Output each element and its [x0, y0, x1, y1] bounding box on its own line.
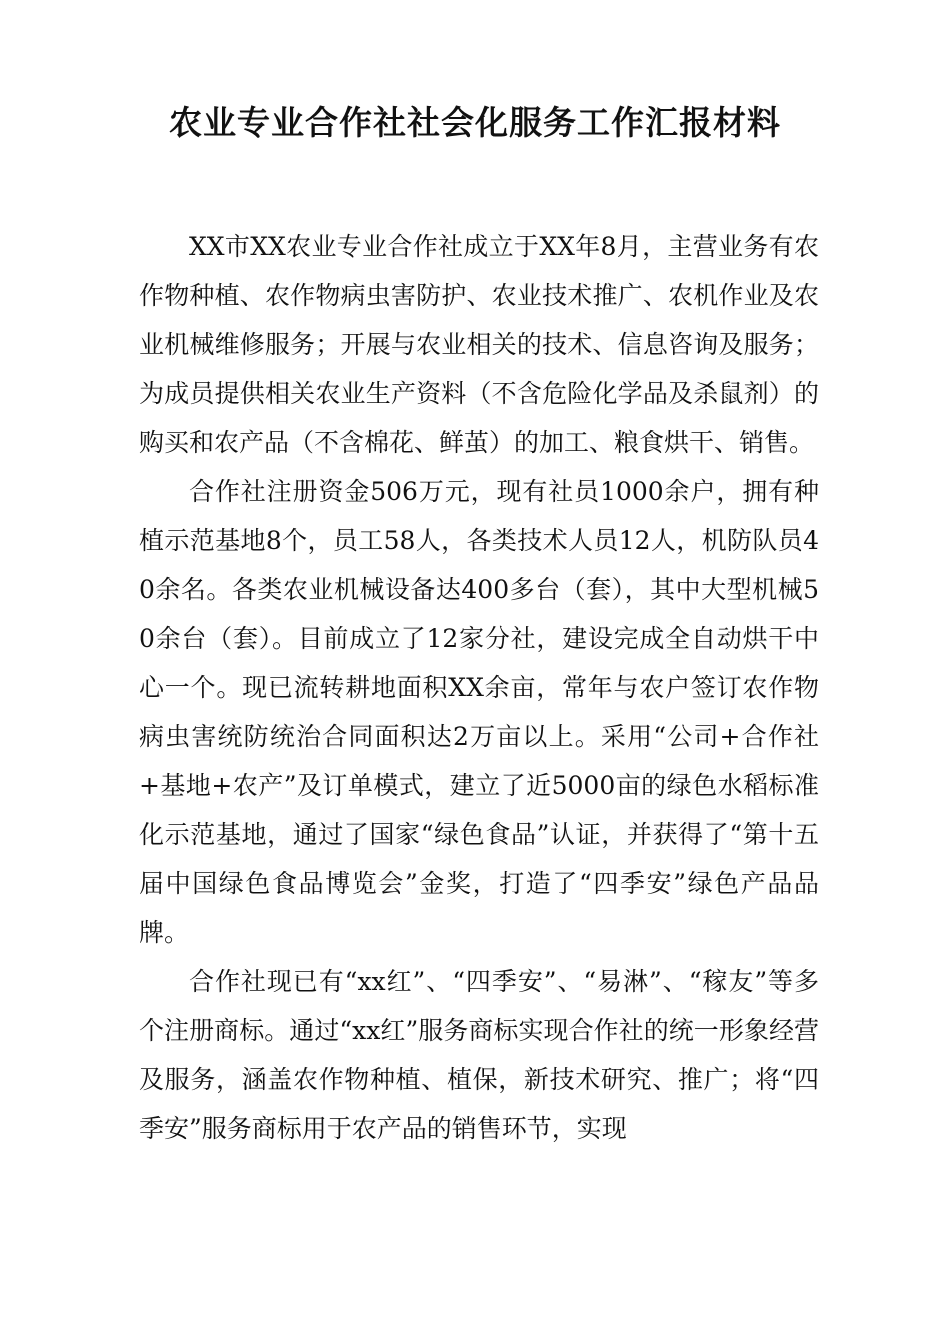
document-title: 农业专业合作社社会化服务工作汇报材料	[169, 103, 781, 142]
paragraph-trademarks: 合作社现已有“xx红”、“四季安”、“易淋”、“稼友”等多个注册商标。通过“xx红”服务商标实现合作社的统一形象经营及服务，涵盖农作物种植、植保，新技术研究、推广；将“四季安”服务商标用于农产品的销售环节，实现	[139, 967, 819, 1143]
paragraph-intro: XX市XX农业专业合作社成立于XX年8月，主营业务有农作物种植、农作物病虫害防护、农业技术推广、农机作业及农业机械维修服务；开展与农业相关的技术、信息咨询及服务；为成员提供相关农业生产资料（不含危险化学品及杀鼠剂）的购买和农产品（不含棉花、鲜茧）的加工、粮食烘干、销售。	[139, 232, 819, 457]
paragraph-capital: 合作社注册资金506万元，现有社员1000余户，拥有种植示范基地8个，员工58人，各类技术人员12人，机防队员40余名。各类农业机械设备达400多台（套），其中大型机械50余台（套）。目前成立了12家分社，建设完成全自动烘干中心一个。现已流转耕地面积XX余亩，常年与农户签订农作物病虫害统防统治合同面积达2万亩以上。采用“公司+合作社+基地+农产”及订单模式，建立了近5000亩的绿色水稻标准化示范基地，通过了国家“绿色食品”认证，并获得了“第十五届中国绿色食品博览会”金奖，打造了“四季安”绿色产品品牌。	[139, 477, 819, 947]
document-body	[139, 222, 819, 1153]
